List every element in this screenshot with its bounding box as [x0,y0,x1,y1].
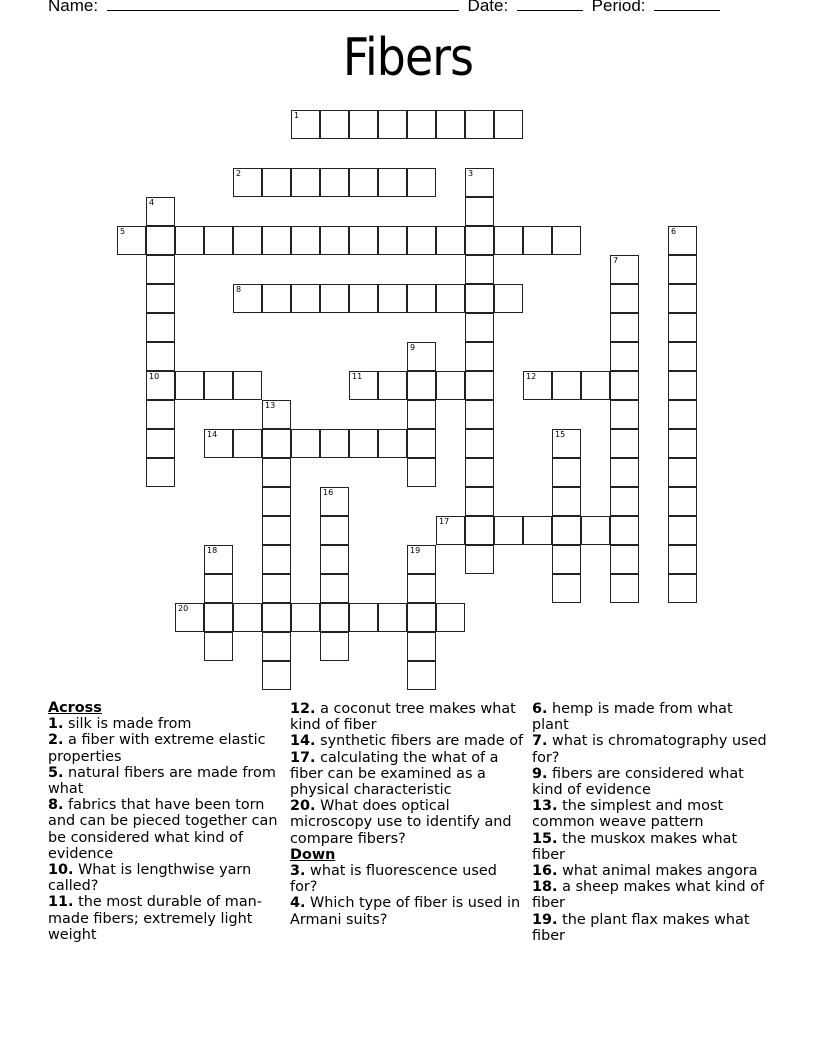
grid-cell[interactable] [668,255,697,284]
grid-cell[interactable] [610,574,639,603]
grid-cell[interactable] [407,110,436,139]
grid-cell[interactable] [465,545,494,574]
page-title: Fibers [342,28,474,88]
grid-cell[interactable] [204,226,233,255]
grid-cell[interactable] [407,226,436,255]
clue-number: 12 [526,372,537,381]
grid-cell[interactable] [552,429,581,458]
clues-column-2 [290,701,525,928]
grid-cell[interactable] [610,284,639,313]
grid-cell[interactable] [291,603,320,632]
clue-down-15: 15. the muskox makes what fiber [532,830,738,863]
grid-cell[interactable] [610,371,639,400]
clue-number: 18 [207,546,218,555]
grid-cell[interactable] [465,168,494,197]
grid-cell[interactable] [349,603,378,632]
grid-cell[interactable] [668,516,697,545]
grid-cell[interactable] [668,487,697,516]
clue-down-9: 9. fibers are considered what kind of evidence [532,765,744,799]
grid-cell[interactable] [117,226,146,255]
grid-cell[interactable] [204,429,233,458]
grid-cell[interactable] [262,603,291,632]
grid-cell[interactable] [262,545,291,574]
grid-cell[interactable] [407,574,436,603]
clue-number: 6 [671,227,677,236]
clue-number: 20 [178,604,189,613]
grid-cell[interactable] [552,574,581,603]
grid-cell[interactable] [407,371,436,400]
grid-cell[interactable] [233,371,262,400]
grid-cell[interactable] [407,458,436,487]
grid-cell[interactable] [204,574,233,603]
grid-cell[interactable] [465,226,494,255]
grid-cell[interactable] [262,226,291,255]
grid-cell[interactable] [320,168,349,197]
grid-cell[interactable] [465,516,494,545]
clue-number: 7 [613,256,619,265]
grid-cell[interactable] [465,458,494,487]
grid-cell[interactable] [262,632,291,661]
grid-cell[interactable] [204,545,233,574]
clue-down-13: 13. the simplest and most common weave pattern [532,798,724,831]
grid-cell[interactable] [581,371,610,400]
clue-number: 11 [352,372,363,381]
grid-cell[interactable] [436,603,465,632]
grid-cell[interactable] [465,487,494,516]
clue-across-8: 8. fabrics that have been torn and can be pieced together can be considered what kind of evidence [48,797,278,862]
grid-cell[interactable] [233,429,262,458]
grid-cell[interactable] [320,429,349,458]
grid-cell[interactable] [668,226,697,255]
clue-number: 17 [439,517,450,526]
grid-cell[interactable] [146,313,175,342]
grid-cell[interactable] [262,661,291,690]
clue-number: 13 [265,401,276,410]
grid-cell[interactable] [668,342,697,371]
grid-cell[interactable] [610,458,639,487]
grid-cell[interactable] [291,110,320,139]
grid-cell[interactable] [668,284,697,313]
clue-down-4: 4. Which type of fiber is used in Armani suits? [290,895,521,928]
clue-across-14: 14. synthetic fibers are made of [290,733,524,750]
clue-number: 9 [410,343,416,352]
grid-cell[interactable] [610,487,639,516]
grid-cell[interactable] [291,168,320,197]
grid-cell[interactable] [262,400,291,429]
grid-cell[interactable] [320,284,349,313]
grid-cell[interactable] [378,371,407,400]
grid-cell[interactable] [407,545,436,574]
clue-number: 2 [236,169,242,178]
grid-cell[interactable] [320,487,349,516]
grid-cell[interactable] [378,168,407,197]
grid-cell[interactable] [436,226,465,255]
grid-cell[interactable] [523,371,552,400]
grid-cell[interactable] [465,371,494,400]
clue-number: 15 [555,430,566,439]
grid-cell[interactable] [262,429,291,458]
grid-cell[interactable] [465,429,494,458]
period-label: Period: [591,0,646,15]
clue-across-10: 10. What is lengthwise yarn called? [48,862,252,895]
grid-cell[interactable] [436,284,465,313]
date-label: Date: [467,0,509,15]
date-field[interactable] [517,0,583,11]
grid-cell[interactable] [262,574,291,603]
grid-cell[interactable] [610,313,639,342]
grid-cell[interactable] [407,284,436,313]
grid-cell[interactable] [378,603,407,632]
grid-cell[interactable] [349,110,378,139]
grid-cell[interactable] [378,429,407,458]
grid-cell[interactable] [204,371,233,400]
clue-across-17: 17. calculating the what of a fiber can be examined as a physical characteristic [290,749,499,799]
grid-cell[interactable] [233,284,262,313]
clue-down-19: 19. the plant flax makes what fiber [532,911,750,944]
grid-cell[interactable] [320,516,349,545]
clue-number: 19 [410,546,421,555]
grid-cell[interactable] [407,168,436,197]
grid-cell[interactable] [465,400,494,429]
clue-across-11: 11. the most durable of man-made fibers; extremely light weight [48,894,262,943]
grid-cell[interactable] [465,313,494,342]
grid-cell[interactable] [349,429,378,458]
clue-down-3: 3. what is fluorescence used for? [290,863,497,896]
clue-across-5: 5. natural fibers are made from what [48,764,276,798]
grid-cell[interactable] [320,574,349,603]
grid-cell[interactable] [668,400,697,429]
grid-cell[interactable] [552,545,581,574]
period-field[interactable] [654,0,720,11]
grid-cell[interactable] [668,371,697,400]
grid-cell[interactable] [523,226,552,255]
grid-cell[interactable] [262,168,291,197]
grid-cell[interactable] [291,226,320,255]
grid-cell[interactable] [349,284,378,313]
grid-cell[interactable] [320,545,349,574]
grid-cell[interactable] [146,255,175,284]
grid-cell[interactable] [465,197,494,226]
clue-across-2: 2. a fiber with extreme elastic properties [48,732,266,765]
grid-cell[interactable] [233,603,262,632]
clue-number: 5 [120,227,126,236]
clue-down-6: 6. hemp is made from what plant [532,701,733,734]
clue-down-18: 18. a sheep makes what kind of fiber [532,879,765,912]
name-field[interactable] [107,0,459,11]
grid-cell[interactable] [668,574,697,603]
grid-cell[interactable] [465,110,494,139]
grid-cell[interactable] [407,632,436,661]
clue-across-1: 1. silk is made from [48,716,192,733]
grid-cell[interactable] [407,603,436,632]
clue-number: 1 [294,111,300,120]
grid-cell[interactable] [349,226,378,255]
grid-cell[interactable] [378,284,407,313]
grid-cell[interactable] [204,632,233,661]
clue-across-12: 12. a coconut tree makes what kind of fiber [290,701,516,734]
grid-cell[interactable] [407,661,436,690]
clue-number: 16 [323,488,334,497]
grid-cell[interactable] [610,342,639,371]
grid-cell[interactable] [494,284,523,313]
grid-cell[interactable] [668,313,697,342]
grid-cell[interactable] [436,371,465,400]
grid-cell[interactable] [610,255,639,284]
grid-cell[interactable] [436,110,465,139]
grid-cell[interactable] [262,284,291,313]
grid-cell[interactable] [465,284,494,313]
grid-cell[interactable] [407,429,436,458]
grid-cell[interactable] [146,197,175,226]
grid-cell[interactable] [552,371,581,400]
grid-cell[interactable] [494,226,523,255]
clue-down-16: 16. what animal makes angora [532,863,758,880]
grid-cell[interactable] [233,168,262,197]
grid-cell[interactable] [262,487,291,516]
grid-cell[interactable] [552,487,581,516]
grid-cell[interactable] [465,342,494,371]
grid-cell[interactable] [610,400,639,429]
clue-across-20: 20. What does optical microscopy use to identify and compare fibers? [290,798,512,847]
grid-cell[interactable] [204,603,233,632]
grid-cell[interactable] [146,342,175,371]
grid-cell[interactable] [349,168,378,197]
grid-cell[interactable] [146,429,175,458]
grid-cell[interactable] [146,458,175,487]
grid-cell[interactable] [175,371,204,400]
grid-cell[interactable] [146,400,175,429]
grid-cell[interactable] [262,516,291,545]
clue-number: 8 [236,285,242,294]
grid-cell[interactable] [407,400,436,429]
clues-column-1 [48,700,283,943]
across-heading: Across [48,700,102,716]
clue-down-7: 7. what is chromatography used for? [532,733,767,766]
grid-cell[interactable] [552,516,581,545]
grid-cell[interactable] [610,516,639,545]
grid-cell[interactable] [378,110,407,139]
grid-cell[interactable] [552,458,581,487]
grid-cell[interactable] [668,458,697,487]
grid-cell[interactable] [552,226,581,255]
grid-cell[interactable] [407,342,436,371]
grid-cell[interactable] [581,516,610,545]
clue-number: 3 [468,169,474,178]
grid-cell[interactable] [262,458,291,487]
grid-cell[interactable] [175,603,204,632]
grid-cell[interactable] [378,226,407,255]
grid-cell[interactable] [610,429,639,458]
grid-cell[interactable] [465,255,494,284]
grid-cell[interactable] [320,110,349,139]
student-info-header [48,0,724,16]
clue-number: 10 [149,372,160,381]
grid-cell[interactable] [175,226,204,255]
grid-cell[interactable] [233,226,262,255]
grid-cell[interactable] [291,429,320,458]
clues-column-3 [532,701,767,944]
grid-cell[interactable] [494,110,523,139]
grid-cell[interactable] [146,226,175,255]
down-heading: Down [290,846,336,863]
grid-cell[interactable] [291,284,320,313]
grid-cell[interactable] [668,429,697,458]
name-label: Name: [48,0,99,15]
grid-cell[interactable] [146,284,175,313]
clue-number: 4 [149,198,155,207]
grid-cell[interactable] [523,516,552,545]
grid-cell[interactable] [320,603,349,632]
grid-cell[interactable] [320,226,349,255]
grid-cell[interactable] [320,632,349,661]
grid-cell[interactable] [610,545,639,574]
grid-cell[interactable] [146,371,175,400]
grid-cell[interactable] [436,516,465,545]
grid-cell[interactable] [494,516,523,545]
grid-cell[interactable] [349,371,378,400]
grid-cell[interactable] [668,545,697,574]
clue-number: 14 [207,430,218,439]
